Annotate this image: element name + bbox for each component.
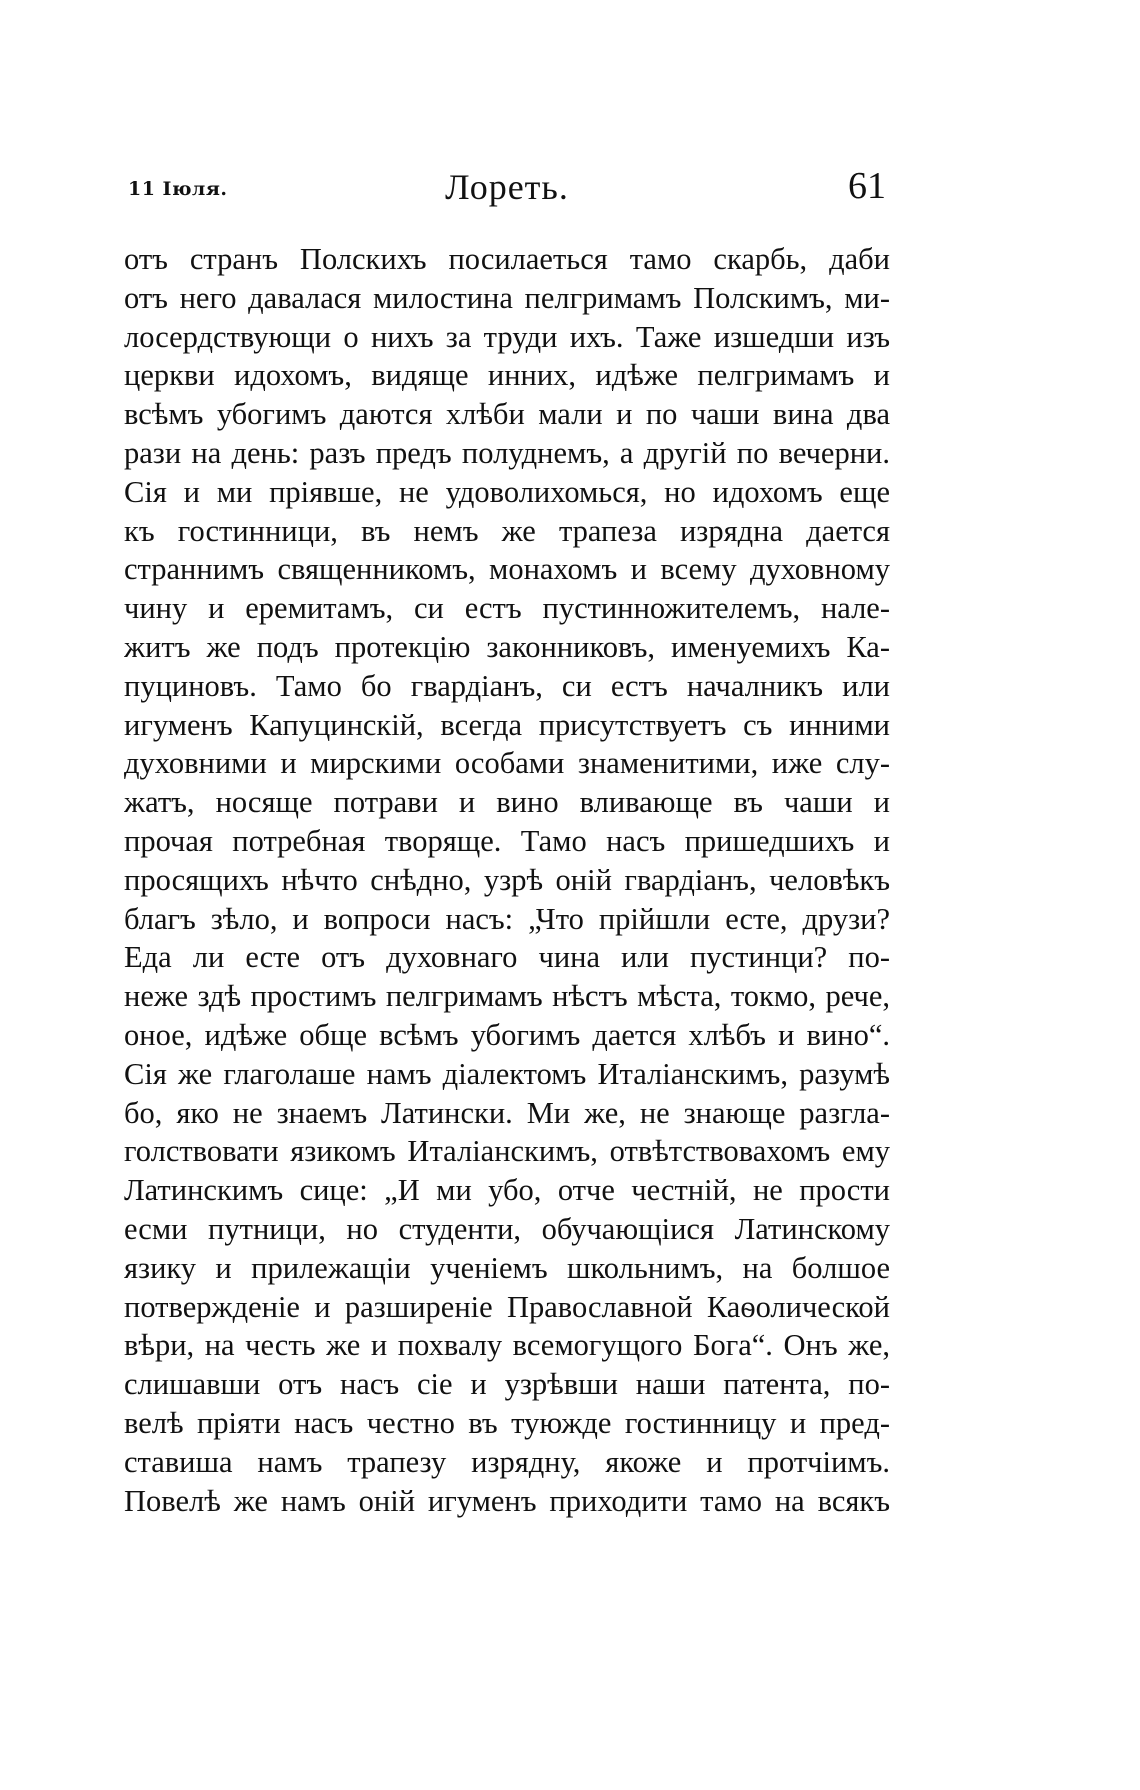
text-line: прочая потребная творяще. Тамо насъ пришедшихъ и — [124, 823, 890, 858]
text-line: страннимъ священникомъ, монахомъ и всему духовному — [124, 552, 890, 587]
text-line: Повелѣ же намъ оній игуменъ приходити тамо на всякъ — [124, 1483, 890, 1518]
text-line: Сія и ми пріявше, не удоволихомься, но идохомъ еще — [124, 474, 890, 509]
text-line: духовними и мирскими особами знаменитими, иже слу- — [124, 746, 890, 781]
body-text — [124, 240, 890, 1520]
text-line: къ гостинници, въ немъ же трапеза изрядна дается — [124, 513, 890, 548]
running-head-date: 11 Іюля. — [128, 178, 228, 200]
page-number: 61 — [848, 165, 886, 207]
text-line: Еда ли есте отъ духовнаго чина или пустинци? по- — [124, 940, 890, 975]
text-line: бо, яко не знаемъ Латински. Ми же, не знающе разгла- — [124, 1095, 890, 1130]
text-line: рази на день: разъ предъ полуднемъ, а другій по вечерни. — [124, 435, 890, 470]
text-line: пуциновъ. Тамо бо гвардіанъ, си естъ началникъ или — [124, 668, 890, 703]
text-line: житъ же подъ протекцію законниковъ, именуемихъ Ка- — [124, 629, 890, 664]
text-line: просящихъ нѣчто снѣдно, узрѣ оній гвардіанъ, человѣкъ — [124, 862, 890, 897]
text-line: всѣмъ убогимъ даются хлѣби мали и по чаши вина два — [124, 397, 890, 432]
text-line: игуменъ Капуцинскій, всегда присутствуетъ съ инними — [124, 707, 890, 742]
text-line: велѣ пріяти насъ честно въ туюжде гостинницу и пред- — [124, 1405, 890, 1440]
text-line: отъ странъ Полскихъ посилаеться тамо скарбь, даби — [124, 242, 890, 276]
running-head — [128, 166, 886, 214]
text-line: чину и еремитамъ, си естъ пустинножителемъ, нале- — [124, 591, 890, 626]
text-line: отъ него давалася милостина пелгримамъ Полскимъ, ми- — [124, 280, 890, 315]
text-line: благъ зѣло, и вопроси насъ: „Что прійшли есте, друзи? — [124, 901, 890, 936]
text-line: Сія же глаголаше намъ діалектомъ Италіанскимъ, разумѣ — [124, 1056, 890, 1091]
text-line: вѣри, на честь же и похвалу всемогущого Бога“. Онъ же, — [124, 1328, 890, 1363]
text-line: слишавши отъ насъ сіе и узрѣвши наши патента, по- — [124, 1367, 890, 1402]
running-head-title: Лореть. — [445, 167, 569, 207]
text-line: оное, идѣже обще всѣмъ убогимъ дается хлѣбъ и вино“. — [124, 1017, 890, 1052]
text-line: лосердствующи о нихъ за труди ихъ. Таже изшедши изъ — [124, 319, 890, 354]
text-line: потвержденіе и разширеніе Православной Каѳолической — [124, 1289, 890, 1324]
text-line: язику и прилежащіи ученіемъ школьнимъ, на болшое — [124, 1250, 890, 1285]
text-line: Латинскимъ сице: „И ми убо, отче честній, не прости — [124, 1173, 890, 1208]
text-line: ставиша намъ трапезу изрядну, якоже и протчіимъ. — [124, 1444, 890, 1479]
text-line: жатъ, носяще потрави и вино вливающе въ чаши и — [124, 785, 890, 820]
text-line: голствовати язикомъ Италіанскимъ, отвѣтствовахомъ ему — [124, 1134, 890, 1169]
text-line: церкви идохомъ, видяще инних, идѣже пелгримамъ и — [124, 358, 890, 393]
text-line: неже здѣ простимъ пелгримамъ нѣстъ мѣста, токмо, рече, — [124, 979, 890, 1014]
text-line: есми путници, но студенти, обучающіися Латинскому — [124, 1211, 890, 1246]
